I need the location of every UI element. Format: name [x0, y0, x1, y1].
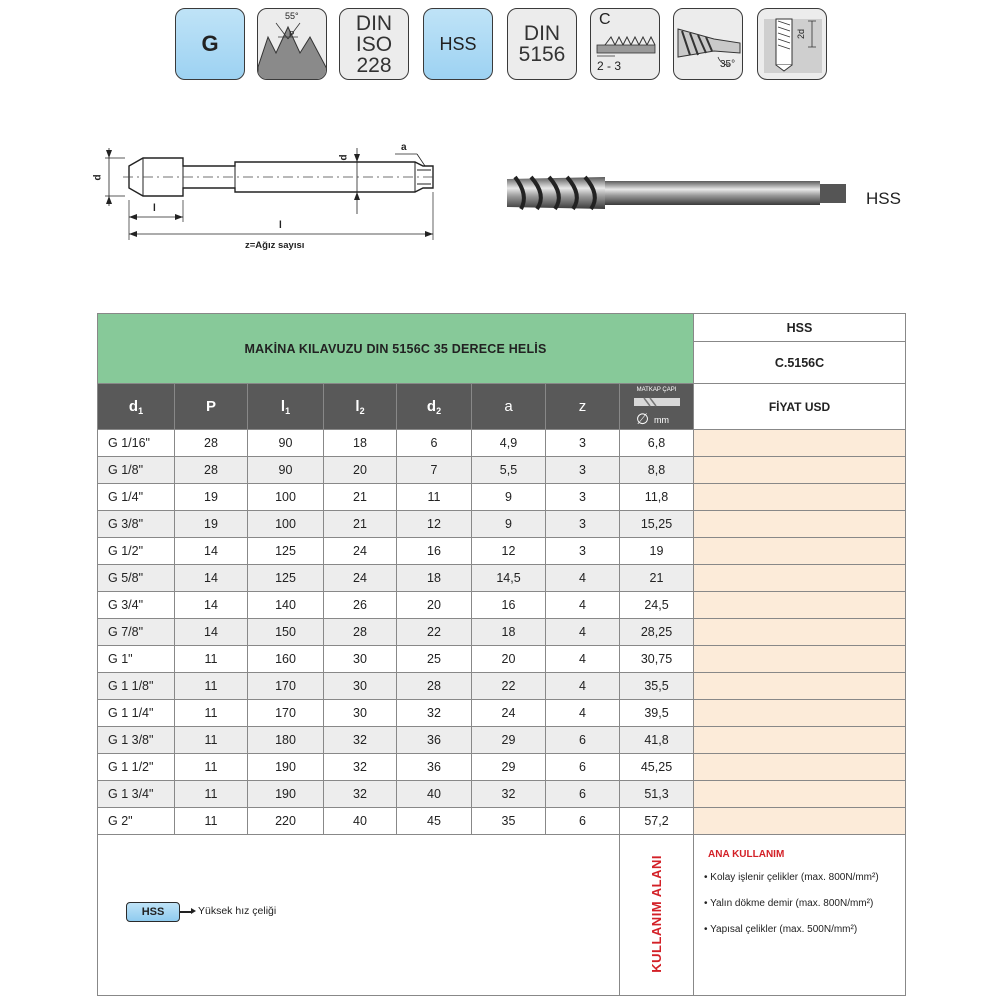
table-cell: 14,5 — [472, 565, 546, 592]
table-cell: 20 — [324, 457, 397, 484]
table-cell: 9 — [472, 484, 546, 511]
d2-label: d — [338, 154, 350, 161]
table-cell: 36 — [397, 754, 472, 781]
table-cell: 3 — [546, 484, 620, 511]
table-row — [98, 673, 906, 700]
hss-icon — [423, 8, 493, 80]
table-cell: 6 — [546, 781, 620, 808]
col-header-d2: $d_2$ — [397, 384, 472, 430]
table-cell: 28 — [175, 457, 248, 484]
table-cell: G 1/2" — [98, 538, 175, 565]
price-cell — [694, 592, 906, 619]
table-cell: 12 — [397, 511, 472, 538]
table-row — [98, 565, 906, 592]
table-cell: 160 — [248, 646, 324, 673]
legend-text: Yüksek hız çeliği — [198, 905, 277, 917]
table-cell: 4 — [546, 619, 620, 646]
table-body — [98, 430, 906, 835]
table-cell: 19 — [175, 484, 248, 511]
spiral-flute-icon — [673, 8, 743, 80]
table-row — [98, 430, 906, 457]
chamfer-range-label: 2 - 3 — [597, 59, 622, 73]
legend-arrow-icon — [180, 911, 192, 913]
table-row — [98, 646, 906, 673]
product-code-cell: C.5156C — [694, 342, 906, 384]
price-cell — [694, 511, 906, 538]
table-cell: 220 — [248, 808, 324, 835]
table-cell: 170 — [248, 700, 324, 727]
table-cell: 24 — [472, 700, 546, 727]
table-cell: 90 — [248, 457, 324, 484]
table-cell: 19 — [175, 511, 248, 538]
table-cell: 30 — [324, 700, 397, 727]
table-cell: 51,3 — [620, 781, 694, 808]
table-cell: 4 — [546, 592, 620, 619]
table-row — [98, 457, 906, 484]
table-title: MAKİNA KILAVUZU DIN 5156C 35 DERECE HELİS — [98, 314, 694, 384]
footer-row — [98, 835, 906, 996]
table-cell: G 7/8" — [98, 619, 175, 646]
usage-title: ANA KULLANIM — [708, 849, 785, 860]
table-cell: G 3/8" — [98, 511, 175, 538]
hss-legend-badge: HSS — [126, 902, 180, 922]
d1-label: d — [92, 174, 104, 181]
col-header-p: P — [175, 384, 248, 430]
usage-cell — [694, 835, 906, 996]
table-cell: 150 — [248, 619, 324, 646]
table-row — [98, 619, 906, 646]
col-header-price: FİYAT USD — [694, 384, 906, 430]
table-cell: 140 — [248, 592, 324, 619]
table-cell: 16 — [397, 538, 472, 565]
table-cell: 3 — [546, 457, 620, 484]
table-cell: 125 — [248, 565, 324, 592]
table-cell: 25 — [397, 646, 472, 673]
table-row — [98, 781, 906, 808]
table-cell: 5,5 — [472, 457, 546, 484]
table-cell: 19 — [620, 538, 694, 565]
price-cell — [694, 430, 906, 457]
table-cell: 57,2 — [620, 808, 694, 835]
col-header-l2: $l_2$ — [324, 384, 397, 430]
table-cell: 40 — [397, 781, 472, 808]
price-cell — [694, 484, 906, 511]
g-thread-label: G — [201, 31, 219, 56]
table-cell: 11 — [175, 700, 248, 727]
price-cell — [694, 619, 906, 646]
table-cell: 14 — [175, 565, 248, 592]
table-cell: 28 — [175, 430, 248, 457]
table-cell: 32 — [397, 700, 472, 727]
table-cell: 4 — [546, 700, 620, 727]
table-cell: 22 — [472, 673, 546, 700]
table-row — [98, 511, 906, 538]
table-cell: 32 — [324, 754, 397, 781]
price-cell — [694, 646, 906, 673]
table-cell: G 1/4" — [98, 484, 175, 511]
table-cell: G 1/16" — [98, 430, 175, 457]
table-cell: 35 — [472, 808, 546, 835]
table-cell: 11,8 — [620, 484, 694, 511]
table-cell: 6 — [546, 754, 620, 781]
table-cell: 40 — [324, 808, 397, 835]
drill-diameter-icon — [634, 394, 680, 410]
table-cell: G 1 3/8" — [98, 727, 175, 754]
header-row — [98, 384, 906, 430]
usage-item: • Yalın dökme demir (max. 800N/mm²) — [704, 898, 874, 909]
table-cell: 6,8 — [620, 430, 694, 457]
table-cell: 24 — [324, 538, 397, 565]
usage-list — [694, 835, 905, 935]
table-cell: 45,25 — [620, 754, 694, 781]
din-label: DIN — [523, 22, 561, 45]
table-cell: 32 — [324, 727, 397, 754]
material-cell: HSS — [694, 314, 906, 342]
table-cell: 30 — [324, 646, 397, 673]
table-cell: G 1 1/4" — [98, 700, 175, 727]
price-cell — [694, 781, 906, 808]
table-cell: 35,5 — [620, 673, 694, 700]
table-cell: 180 — [248, 727, 324, 754]
table-cell: 39,5 — [620, 700, 694, 727]
table-cell: 100 — [248, 511, 324, 538]
table-cell: 41,8 — [620, 727, 694, 754]
table-cell: G 1 3/4" — [98, 781, 175, 808]
table-cell: 4 — [546, 565, 620, 592]
usage-label-cell — [620, 835, 694, 996]
table-cell: 26 — [324, 592, 397, 619]
price-cell — [694, 673, 906, 700]
table-cell: 15,25 — [620, 511, 694, 538]
table-cell: 28 — [397, 673, 472, 700]
price-cell — [694, 808, 906, 835]
table-cell: 125 — [248, 538, 324, 565]
table-cell: 30 — [324, 673, 397, 700]
table-cell: 4 — [546, 673, 620, 700]
table-cell: 16 — [472, 592, 546, 619]
table-cell: 8,8 — [620, 457, 694, 484]
teeth-count-label: z=Ağız sayısı — [245, 240, 305, 251]
table-cell: 29 — [472, 727, 546, 754]
blind-hole-icon — [757, 8, 827, 80]
table-cell: 30,75 — [620, 646, 694, 673]
col-header-l1: $l_1$ — [248, 384, 324, 430]
table-cell: 32 — [472, 781, 546, 808]
table-cell: 11 — [175, 754, 248, 781]
table-cell: 11 — [175, 673, 248, 700]
table-cell: 6 — [397, 430, 472, 457]
usage-area-label: KULLANIM ALANI — [649, 855, 664, 973]
helix-angle-label: 35° — [720, 59, 736, 70]
price-cell — [694, 457, 906, 484]
feature-icon-row — [175, 8, 805, 80]
l2-label: l — [153, 203, 156, 214]
title-row — [98, 314, 906, 342]
table-cell: G 2" — [98, 808, 175, 835]
table-cell: G 1" — [98, 646, 175, 673]
chamfer-form-label: C — [599, 11, 611, 28]
price-cell — [694, 727, 906, 754]
table-cell: 190 — [248, 781, 324, 808]
table-row — [98, 727, 906, 754]
table-cell: 90 — [248, 430, 324, 457]
legend — [98, 835, 619, 995]
thread-profile-icon — [257, 8, 327, 80]
table-cell: 11 — [397, 484, 472, 511]
thread-angle-label: 55° — [285, 11, 299, 21]
table-cell: 170 — [248, 673, 324, 700]
col-header-a: a — [472, 384, 546, 430]
table-cell: G 1/8" — [98, 457, 175, 484]
drill-header-unit: mm — [654, 415, 669, 425]
photo-material-label: HSS — [866, 189, 901, 208]
technical-drawing — [92, 130, 445, 260]
table-cell: 100 — [248, 484, 324, 511]
table-cell: 7 — [397, 457, 472, 484]
table-cell: 14 — [175, 592, 248, 619]
table-cell: 29 — [472, 754, 546, 781]
table-cell: 36 — [397, 727, 472, 754]
table-cell: 190 — [248, 754, 324, 781]
table-cell: 11 — [175, 646, 248, 673]
table-cell: G 5/8" — [98, 565, 175, 592]
table-cell: 18 — [397, 565, 472, 592]
table-row — [98, 754, 906, 781]
price-cell — [694, 754, 906, 781]
table-cell: 21 — [620, 565, 694, 592]
usage-item: • Yapısal çelikler (max. 500N/mm²) — [704, 924, 858, 935]
legend-cell — [98, 835, 620, 996]
table-cell: 28,25 — [620, 619, 694, 646]
table-cell: 14 — [175, 538, 248, 565]
table-row — [98, 808, 906, 835]
table-cell: G 3/4" — [98, 592, 175, 619]
table-cell: G 1 1/2" — [98, 754, 175, 781]
table-row — [98, 700, 906, 727]
table-cell: 6 — [546, 727, 620, 754]
price-cell — [694, 538, 906, 565]
diameter-symbol-icon: ∅ — [636, 411, 650, 428]
col-header-z: z — [546, 384, 620, 430]
a-label: a — [401, 142, 407, 153]
product-table — [97, 313, 906, 996]
table-cell: 9 — [472, 511, 546, 538]
table-cell: 6 — [546, 808, 620, 835]
table-cell: 24 — [324, 565, 397, 592]
table-cell: 11 — [175, 727, 248, 754]
din-5156-icon — [507, 8, 577, 80]
table-cell: 4,9 — [472, 430, 546, 457]
table-cell: 18 — [472, 619, 546, 646]
l1-label: l — [279, 220, 282, 231]
thread-pitch-label: P — [289, 30, 295, 39]
table-row — [98, 484, 906, 511]
table-cell: 32 — [324, 781, 397, 808]
table-cell: 28 — [324, 619, 397, 646]
table-cell: 21 — [324, 511, 397, 538]
standard-number-label: 5156 — [518, 43, 566, 66]
chamfer-form-icon — [590, 8, 660, 80]
table-row — [98, 592, 906, 619]
tap-photo — [505, 165, 850, 225]
table-cell: 14 — [175, 619, 248, 646]
table-cell: 12 — [472, 538, 546, 565]
col-header-d1: $d_1$ — [98, 384, 175, 430]
g-thread-icon — [175, 8, 245, 80]
drill-header-top: MATKAP ÇAPI — [636, 387, 677, 393]
price-cell — [694, 565, 906, 592]
hole-depth-label: 2d — [796, 28, 807, 40]
table-cell: 11 — [175, 808, 248, 835]
table-cell: 3 — [546, 538, 620, 565]
table-cell: G 1 1/8" — [98, 673, 175, 700]
price-cell — [694, 700, 906, 727]
table-cell: 20 — [397, 592, 472, 619]
din-iso-228-icon — [339, 8, 409, 80]
iso-label: ISO — [355, 32, 393, 56]
table-cell: 21 — [324, 484, 397, 511]
col-header-drill — [620, 384, 694, 430]
table-cell: 45 — [397, 808, 472, 835]
table-cell: 22 — [397, 619, 472, 646]
table-cell: 18 — [324, 430, 397, 457]
table-cell: 24,5 — [620, 592, 694, 619]
standard-number-label: 228 — [356, 53, 392, 77]
table-cell: 3 — [546, 511, 620, 538]
table-row — [98, 538, 906, 565]
table-cell: 11 — [175, 781, 248, 808]
table-cell: 20 — [472, 646, 546, 673]
usage-item: • Kolay işlenir çelikler (max. 800N/mm²) — [704, 872, 879, 883]
din-label: DIN — [355, 11, 393, 35]
table-cell: 4 — [546, 646, 620, 673]
hss-icon-label: HSS — [439, 33, 477, 54]
table-cell: 3 — [546, 430, 620, 457]
